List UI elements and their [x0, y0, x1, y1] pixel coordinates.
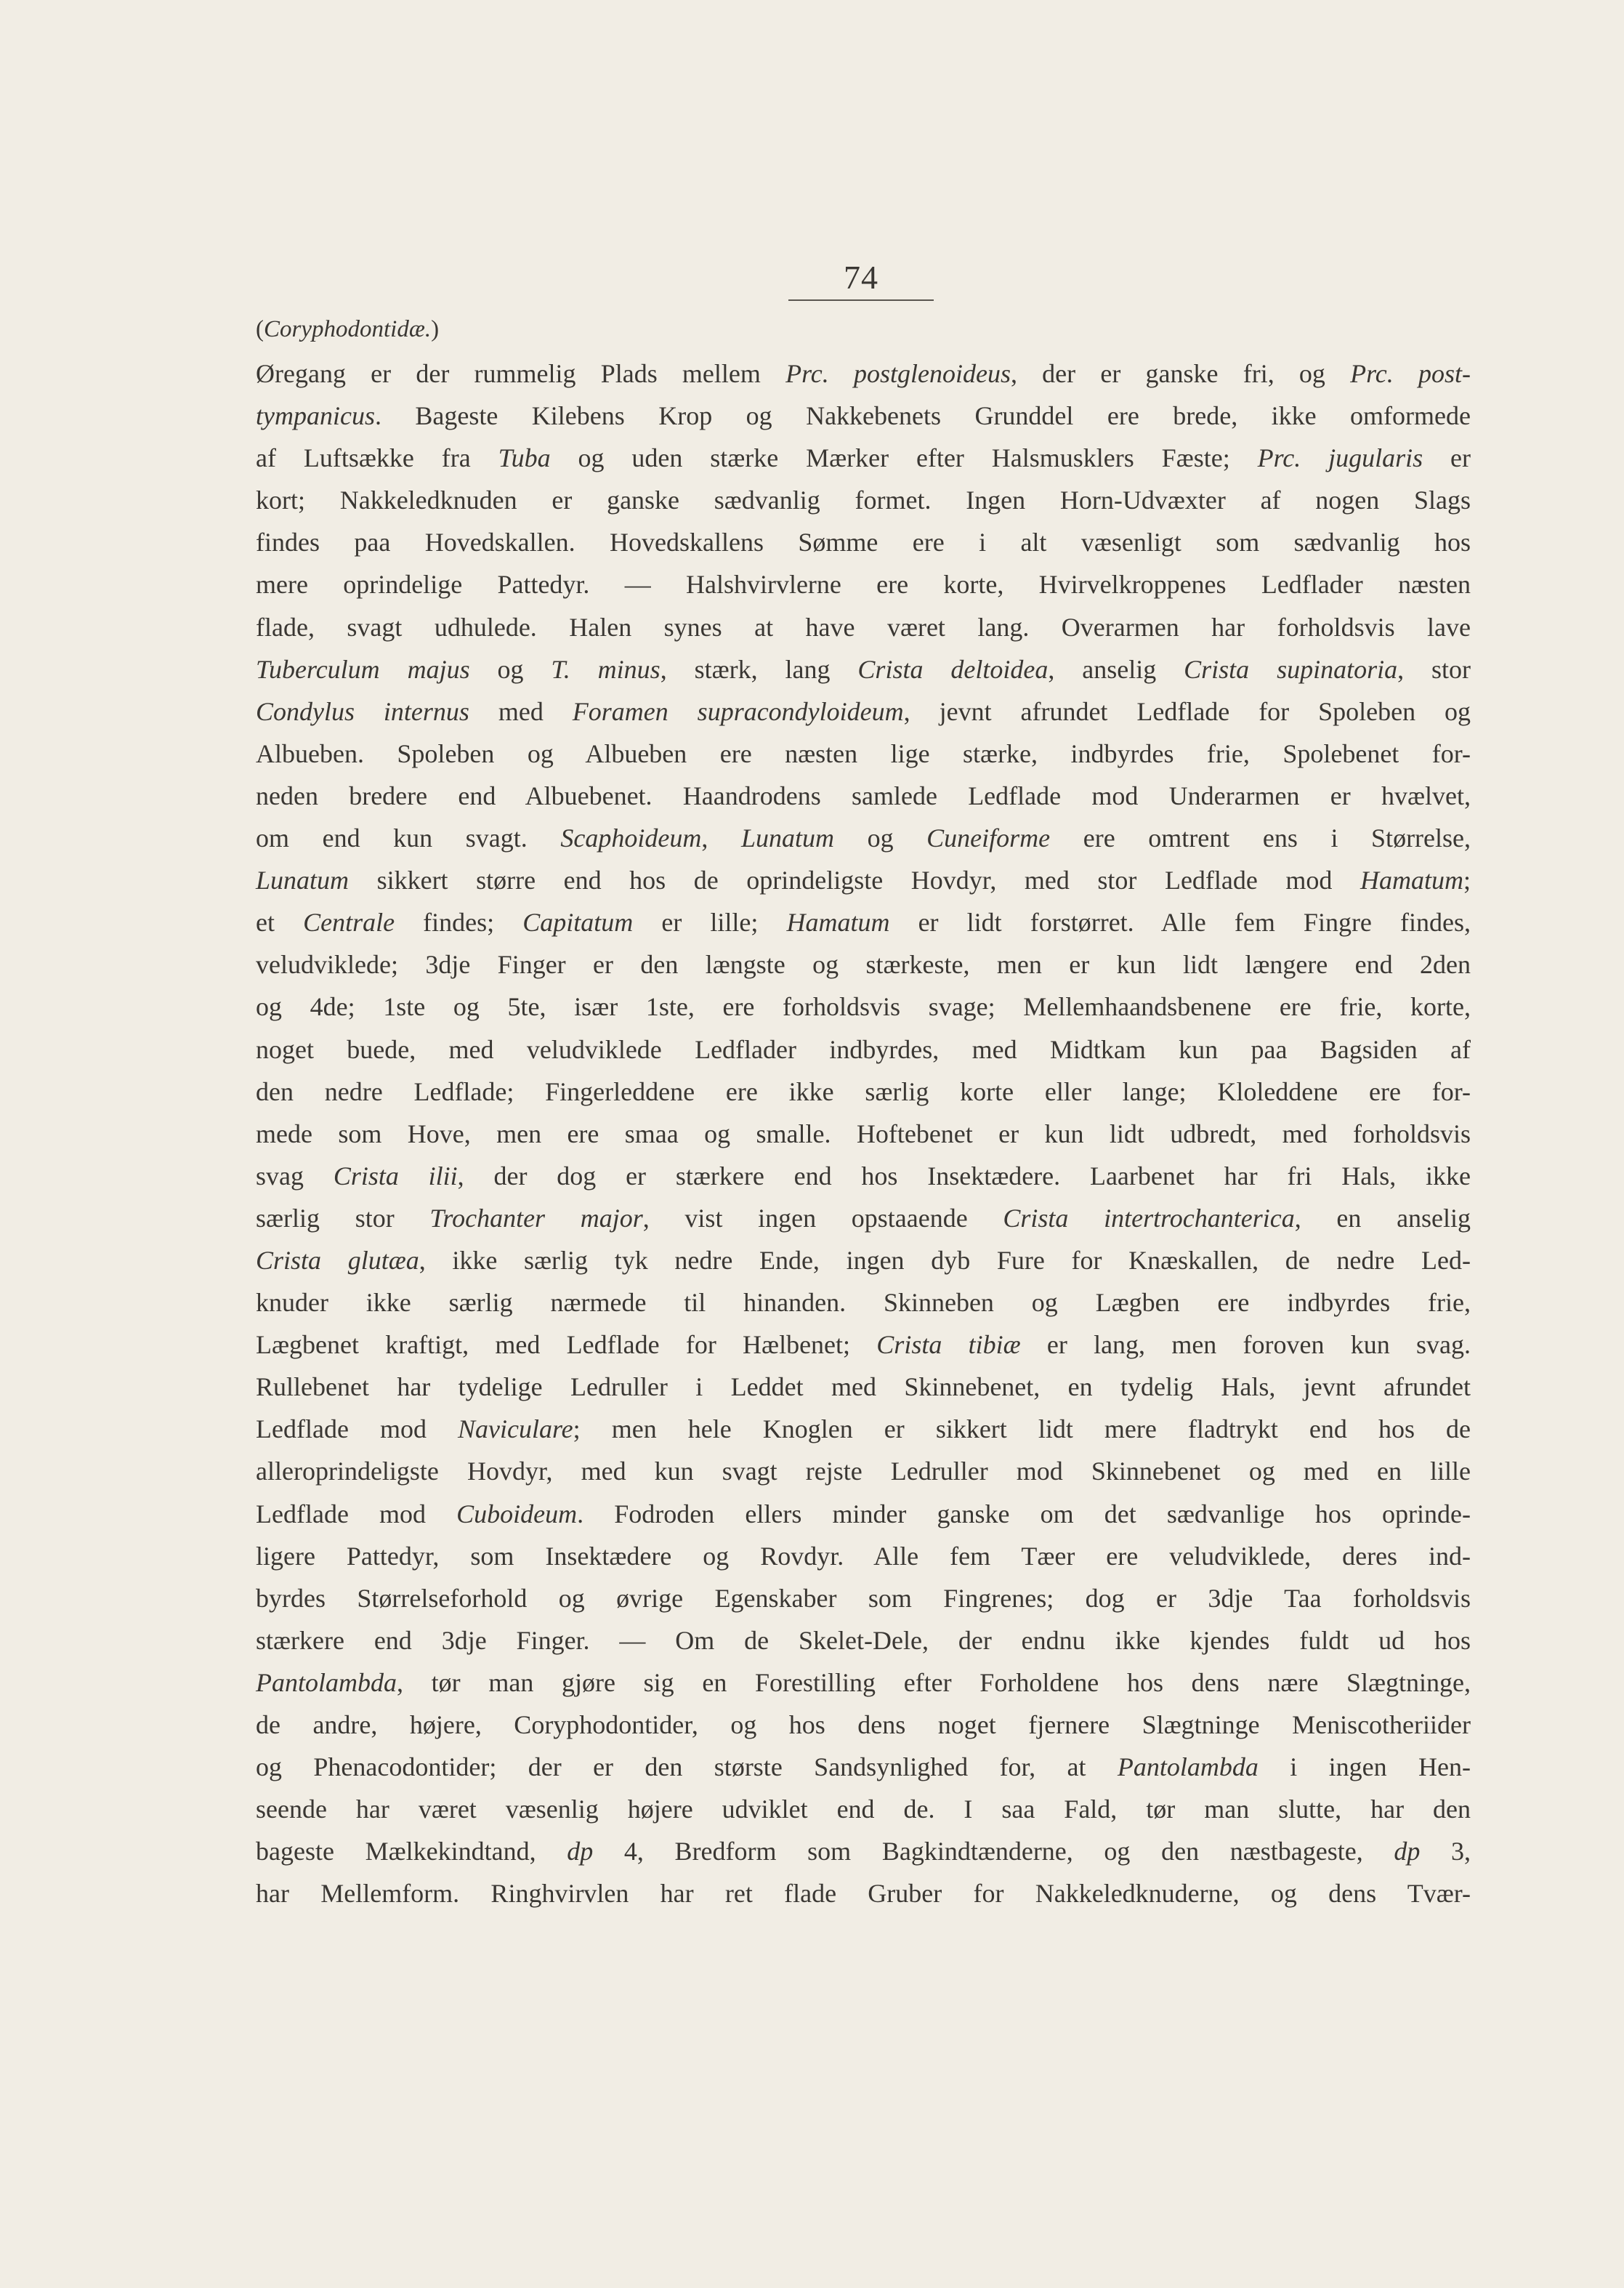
text-line [256, 1872, 1471, 1914]
italic-term: Pantolambda [256, 1667, 397, 1697]
text-run: neden bredere end Albuebenet. Haandrodens samlede Ledflade mod Underarmen er hvælvet, [256, 781, 1471, 810]
text-run: og [833, 823, 927, 853]
italic-term: Crista deltoidea [857, 654, 1049, 684]
italic-term: Hamatum [1360, 866, 1463, 895]
text-run: , en anselig [1294, 1203, 1471, 1233]
text-line [256, 1493, 1471, 1535]
text-line [256, 1239, 1471, 1281]
text-run: 3, [1420, 1837, 1471, 1866]
text-run: bageste Mælkekindtand, [256, 1837, 567, 1866]
text-run: og Phenacodontider; der er den største Sandsynlighed for, at [256, 1752, 1118, 1782]
italic-term: Lunatum [256, 866, 350, 895]
text-run: og [469, 654, 552, 684]
text-line [256, 986, 1471, 1028]
text-run: med [469, 696, 573, 726]
text-line [256, 1661, 1471, 1704]
text-line [256, 563, 1471, 605]
text-run: mede som Hove, men ere smaa og smalle. Hoftebenet er kun lidt udbredt, med forholdsvis [256, 1119, 1471, 1148]
text-line [256, 1577, 1471, 1619]
text-line [256, 1535, 1471, 1577]
italic-term: Scaphoideum [560, 823, 702, 853]
text-run: sikkert større end hos de oprindeligste Hovdyr, med stor Ledflade mod [349, 866, 1360, 895]
text-run: Albueben. Spoleben og Albueben ere næsten lige stærke, indbyrdes frie, Spolebenet for- [256, 738, 1471, 768]
italic-term: Cuboideum [456, 1499, 578, 1528]
italic-term: Cuneiforme [926, 823, 1051, 853]
text-run: den nedre Ledflade; Fingerleddene ere ikke særlig korte eller lange; Kloleddene ere for- [256, 1076, 1471, 1106]
italic-term: Condylus internus [256, 696, 469, 726]
italic-term: Crista intertrochanterica [1003, 1203, 1295, 1233]
text-run: de andre, højere, Coryphodontider, og hos dens noget fjernere Slægtninge Meniscotheriider [256, 1710, 1471, 1739]
text-run: knuder ikke særlig nærmede til hinanden. Skinneben og Lægben ere indbyrdes frie, [256, 1288, 1471, 1318]
text-run: , vist ingen opstaaende [642, 1203, 1003, 1233]
text-line [256, 1830, 1471, 1872]
text-line [256, 817, 1471, 859]
text-run: Lægbenet kraftigt, med Ledflade for Hælbenet; [256, 1330, 877, 1360]
text-run: og 4de; 1ste og 5te, især 1ste, ere forholdsvis svage; Mellemhaandsbenene ere frie, korte, [256, 992, 1471, 1022]
text-run: Øregang er der rummelig Plads mellem [256, 359, 786, 388]
text-line [256, 1197, 1471, 1239]
text-line [256, 1113, 1471, 1155]
running-head-text: Coryphodontidæ. [264, 316, 432, 342]
italic-term: Capitatum [522, 908, 634, 938]
text-run: . Bageste Kilebens Krop og Nakkebenets Grunddel ere brede, ikke omformede [374, 401, 1471, 431]
text-run: og uden stærke Mærker efter Halsmusklers Fæste; [550, 443, 1258, 473]
italic-term: Pantolambda [1117, 1752, 1259, 1782]
text-run: ; [1463, 866, 1471, 895]
text-run: , der dog er stærkere end hos Insektædere. Laarbenet har fri Hals, ikke [457, 1161, 1471, 1191]
text-run: flade, svagt udhulede. Halen synes at have været lang. Overarmen har forholdsvis lave [256, 612, 1471, 642]
text-line [256, 1324, 1471, 1366]
text-run: om end kun svagt. [256, 823, 561, 853]
text-run: ere omtrent ens i Størrelse, [1050, 823, 1471, 853]
italic-term: Lunatum [740, 823, 834, 853]
italic-term: dp [567, 1837, 594, 1866]
text-run: findes paa Hovedskallen. Hovedskallens Sømme ere i alt væsenligt som sædvanlig hos [256, 528, 1471, 557]
text-run: Ledflade mod [256, 1414, 458, 1444]
text-run: særlig stor [256, 1203, 430, 1233]
text-line [256, 1408, 1471, 1450]
text-line [256, 733, 1471, 775]
running-head [256, 313, 439, 346]
text-run: er [1423, 443, 1471, 473]
text-run: , jevnt afrundet Ledflade for Spoleben og [903, 696, 1471, 726]
text-run: 4, Bredform som Bagkindtænderne, og den næstbageste, [593, 1837, 1394, 1866]
text-line [256, 775, 1471, 817]
italic-term: Tuba [498, 443, 551, 473]
text-line [256, 353, 1471, 395]
text-run: er lidt forstørret. Alle fem Fingre findes, [889, 908, 1471, 938]
text-run: , ikke særlig tyk nedre Ende, ingen dyb Fure for Knæskallen, de nedre Led- [419, 1245, 1471, 1275]
text-run: ligere Pattedyr, som Insektædere og Rovdyr. Alle fem Tæer ere veludviklede, deres ind- [256, 1541, 1471, 1571]
italic-term: Crista supinatoria [1184, 654, 1398, 684]
text-run: alleroprindeligste Hovdyr, med kun svagt rejste Ledruller mod Skinnebenet og med en lille [256, 1457, 1471, 1486]
running-head-close-paren: ) [431, 316, 440, 342]
italic-term: Centrale [303, 908, 395, 938]
text-run: er lang, men foroven kun svag. [1020, 1330, 1471, 1360]
text-line [256, 437, 1471, 479]
text-run: ; men hele Knoglen er sikkert lidt mere fladtrykt end hos de [573, 1414, 1471, 1444]
text-run: har Mellemform. Ringhvirvlen har ret flade Gruber for Nakkeledknuderne, og dens Tvær- [256, 1879, 1471, 1909]
text-run: kort; Nakkeledknuden er ganske sædvanlig formet. Ingen Horn-Udvæxter af nogen Slags [256, 486, 1471, 515]
italic-term: Crista glutæa [256, 1245, 419, 1275]
text-line [256, 1746, 1471, 1788]
text-run: byrdes Størrelseforhold og øvrige Egenskaber som Fingrenes; dog er 3dje Taa forholdsvis [256, 1583, 1471, 1613]
italic-term: Crista ilii [333, 1161, 458, 1191]
italic-term: Foramen supracondyloideum [572, 696, 904, 726]
text-run: i ingen Hen- [1258, 1752, 1471, 1782]
text-run: Rullebenet har tydelige Ledruller i Leddet med Skinnebenet, en tydelig Hals, jevnt afrundet [256, 1372, 1471, 1402]
italic-term: Crista tibiæ [876, 1330, 1021, 1360]
italic-term: Naviculare [458, 1414, 573, 1444]
italic-term: Prc. jugularis [1257, 443, 1423, 473]
italic-term: tympanicus [256, 401, 375, 431]
text-line [256, 690, 1471, 733]
text-line [256, 606, 1471, 648]
text-run: et [256, 908, 304, 938]
text-line [256, 859, 1471, 901]
text-run: af Luftsække fra [256, 443, 498, 473]
text-run: . Fodroden ellers minder ganske om det sædvanlige hos oprinde- [577, 1499, 1471, 1528]
text-line [256, 1788, 1471, 1830]
text-run: er lille; [633, 908, 787, 938]
page-number: 74 [844, 259, 878, 296]
body-text [256, 353, 1471, 1914]
text-line [256, 648, 1471, 690]
text-line [256, 1450, 1471, 1492]
text-run: , stor [1397, 654, 1471, 684]
text-line [256, 1366, 1471, 1408]
text-run: stærkere end 3dje Finger. — Om de Skelet-Dele, der endnu ikke kjendes fuldt ud hos [256, 1625, 1471, 1655]
italic-term: T. minus [551, 654, 660, 684]
text-run: veludviklede; 3dje Finger er den længste og stærkeste, men er kun lidt længere end 2den [256, 950, 1471, 980]
italic-term: Tuberculum majus [256, 654, 470, 684]
text-run: seende har været væsenlig højere udviklet end de. I saa Fald, tør man slutte, har den [256, 1794, 1471, 1824]
text-line [256, 395, 1471, 437]
text-line [256, 901, 1471, 943]
text-line [256, 943, 1471, 986]
text-run: , stærk, lang [660, 654, 858, 684]
text-run: svag [256, 1161, 334, 1191]
running-head-open-paren: ( [256, 316, 264, 342]
text-line [256, 1704, 1471, 1746]
text-line [256, 1028, 1471, 1071]
text-run: noget buede, med veludviklede Ledflader indbyrdes, med Midtkam kun paa Bagsiden af [256, 1034, 1471, 1064]
text-run: , anselig [1048, 654, 1184, 684]
italic-term: Hamatum [786, 908, 890, 938]
text-line [256, 1619, 1471, 1661]
text-run: , tør man gjøre sig en Forestilling efter Forholdene hos dens nære Slægtninge, [397, 1667, 1471, 1697]
text-run: , der er ganske fri, og [1010, 359, 1351, 388]
text-line [256, 1281, 1471, 1324]
text-line [256, 1155, 1471, 1197]
italic-term: Prc. postglenoideus [785, 359, 1011, 388]
text-line [256, 1071, 1471, 1113]
italic-term: dp [1394, 1837, 1421, 1866]
italic-term: Prc. post- [1350, 359, 1471, 388]
text-line [256, 521, 1471, 563]
text-run: mere oprindelige Pattedyr. — Halshvirvlerne ere korte, Hvirvelkroppenes Ledflader næsten [256, 570, 1471, 600]
text-run: Ledflade mod [256, 1499, 457, 1528]
text-line [256, 479, 1471, 521]
page-number-rule [788, 299, 934, 301]
italic-term: Trochanter major [429, 1203, 643, 1233]
text-run: findes; [395, 908, 523, 938]
text-run: , [701, 823, 741, 853]
